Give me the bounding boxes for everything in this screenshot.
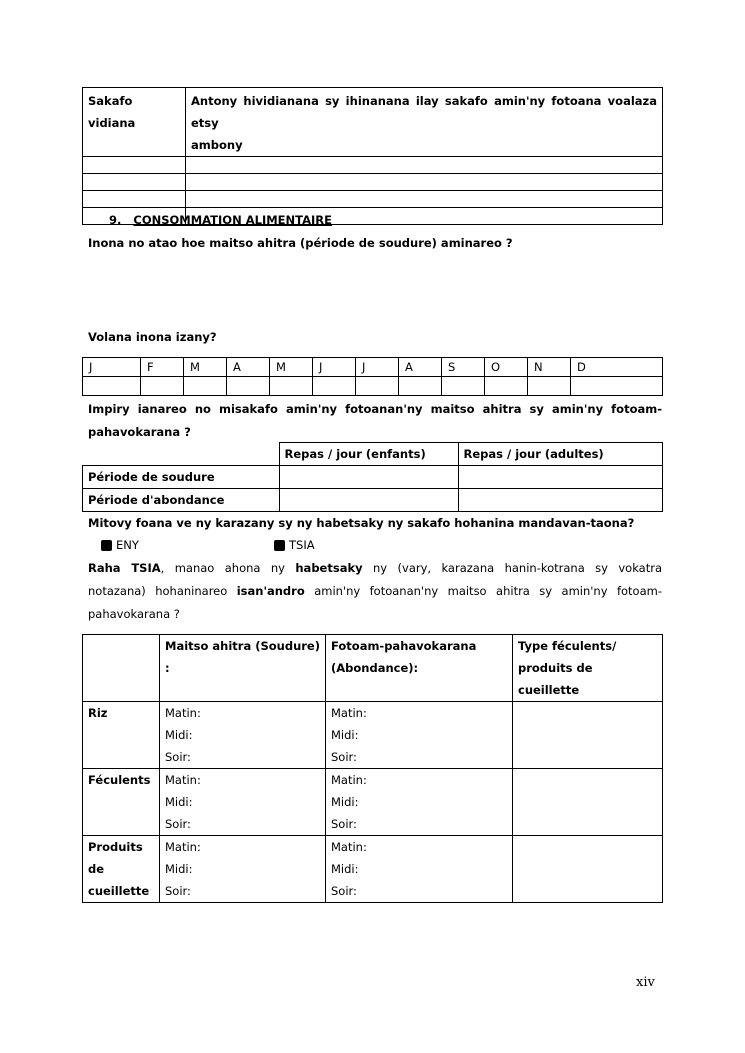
meals-question-line1: Impiry ianareo no misakafo amin'ny fotoanan'ny maitso ahitra sy amin'ny fotoam- [88,402,662,416]
table1-cell[interactable] [83,191,186,208]
checkbox-icon[interactable] [274,540,285,551]
food-timing-table [82,87,663,225]
food-type-cell[interactable] [513,769,663,836]
month-cell: S [442,358,485,377]
month-cell: J [356,358,399,377]
food-row-label: Féculents [83,769,160,836]
month-cell: J [83,358,141,377]
followup-line2: notazana) hohaninareo isan'andro amin'ny fotoanan'ny maitso ahitra sy amin'ny fotoam- [88,584,662,598]
month-answer[interactable] [399,377,442,396]
month-header-row [83,358,663,377]
month-answer[interactable] [356,377,399,396]
question-soudure: Inona no atao hoe maitso ahitra (période de soudure) aminareo ? [88,236,513,250]
month-cell: D [571,358,663,377]
variety-question: Mitovy foana ve ny karazany sy ny habetsaky ny sakafo hohanina mandavan-taona? [88,516,635,530]
food-row-cueillette [83,836,663,903]
table1-header-food: Sakafo vidiana [83,88,186,157]
meals-row-abondance: Période d'abondance [83,489,280,512]
option-yes[interactable]: ENY [101,538,139,552]
month-answer[interactable] [571,377,663,396]
food-header-soudure: Maitso ahitra (Soudure) : [160,635,326,702]
month-answer[interactable] [141,377,184,396]
followup-line3: pahavokarana ? [88,607,180,621]
month-cell: N [528,358,571,377]
month-answer[interactable] [83,377,141,396]
month-cell: O [485,358,528,377]
food-row-feculents [83,769,663,836]
food-abondance-cell[interactable]: Matin: Midi: Soir: [326,702,513,769]
page-number: xiv [636,975,655,990]
month-answer[interactable] [184,377,227,396]
table1-cell[interactable] [83,157,186,174]
option-no[interactable]: TSIA [274,538,315,552]
month-answer[interactable] [313,377,356,396]
section-heading: 9. CONSOMMATION ALIMENTAIRE [109,213,332,227]
food-type-cell[interactable] [513,702,663,769]
table1-header-description: Antony hividianana sy ihinanana ilay sakafo amin'ny fotoana voalaza etsy ambony [186,88,663,157]
food-soudure-cell[interactable]: Matin: Midi: Soir: [160,836,326,903]
month-cell: J [313,358,356,377]
question-months: Volana inona izany? [88,330,217,344]
food-row-label: Produits de cueillette [83,836,160,903]
food-header-abondance: Fotoam-pahavokarana (Abondance): [326,635,513,702]
table1-cell[interactable] [186,174,663,191]
followup-line1: Raha TSIA, manao ahona ny habetsaky ny (vary, karazana hanin-kotrana sy vokatra [88,561,662,575]
meals-input[interactable] [458,489,663,512]
month-cell: M [270,358,313,377]
meals-input[interactable] [279,466,458,489]
food-abondance-cell[interactable]: Matin: Midi: Soir: [326,836,513,903]
meals-empty-corner [83,443,280,466]
month-table [82,357,663,396]
meals-header-adults: Repas / jour (adultes) [458,443,663,466]
table1-cell[interactable] [186,191,663,208]
food-soudure-cell[interactable]: Matin: Midi: Soir: [160,702,326,769]
month-answer[interactable] [227,377,270,396]
month-cell: A [227,358,270,377]
table1-cell[interactable] [186,157,663,174]
food-quantity-table [82,634,663,903]
month-answer[interactable] [485,377,528,396]
month-answer-row [83,377,663,396]
meals-header-children: Repas / jour (enfants) [279,443,458,466]
meals-table [82,442,663,512]
month-cell: A [399,358,442,377]
meals-input[interactable] [279,489,458,512]
food-row-riz [83,702,663,769]
checkbox-icon[interactable] [101,540,112,551]
food-soudure-cell[interactable]: Matin: Midi: Soir: [160,769,326,836]
food-abondance-cell[interactable]: Matin: Midi: Soir: [326,769,513,836]
month-answer[interactable] [528,377,571,396]
table1-cell[interactable] [83,174,186,191]
month-answer[interactable] [270,377,313,396]
meals-input[interactable] [458,466,663,489]
food-header-empty [83,635,160,702]
food-row-label: Riz [83,702,160,769]
food-header-type: Type féculents/ produits de cueillette [513,635,663,702]
month-cell: M [184,358,227,377]
month-cell: F [141,358,184,377]
month-answer[interactable] [442,377,485,396]
meals-question-line2: pahavokarana ? [88,425,191,439]
meals-row-soudure: Période de soudure [83,466,280,489]
food-type-cell[interactable] [513,836,663,903]
